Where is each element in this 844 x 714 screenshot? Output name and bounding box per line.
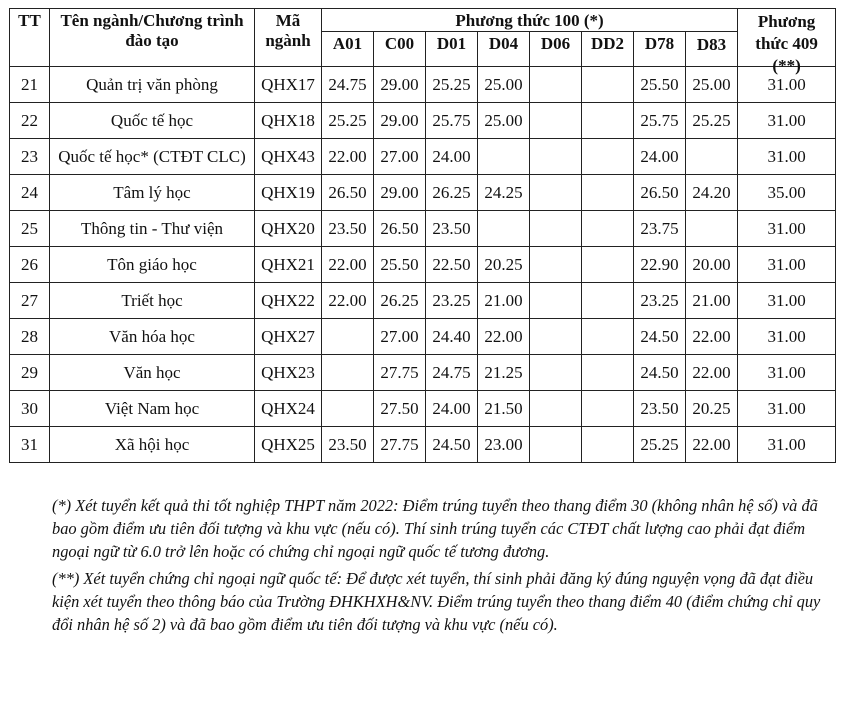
row-number: 28 bbox=[10, 319, 50, 355]
row-number: 27 bbox=[10, 283, 50, 319]
row-number: 26 bbox=[10, 247, 50, 283]
score-d04: 21.00 bbox=[478, 283, 530, 319]
table-row bbox=[10, 67, 836, 103]
score-dd2 bbox=[582, 211, 634, 247]
program-code: QHX24 bbox=[255, 391, 322, 427]
subject-header bbox=[686, 32, 738, 67]
program-code: QHX18 bbox=[255, 103, 322, 139]
row-number: 22 bbox=[10, 103, 50, 139]
score-method-409: 31.00 bbox=[738, 103, 836, 139]
score-c00: 26.50 bbox=[374, 211, 426, 247]
score-a01 bbox=[322, 391, 374, 427]
score-d01: 25.75 bbox=[426, 103, 478, 139]
score-d78: 23.25 bbox=[634, 283, 686, 319]
score-d01: 23.25 bbox=[426, 283, 478, 319]
program-name: Triết học bbox=[50, 283, 255, 319]
score-d06 bbox=[530, 391, 582, 427]
score-d04: 22.00 bbox=[478, 319, 530, 355]
row-number: 30 bbox=[10, 391, 50, 427]
score-c00: 29.00 bbox=[374, 67, 426, 103]
score-a01: 22.00 bbox=[322, 139, 374, 175]
header-method-409-text: Phương thức 409 (**) bbox=[755, 12, 818, 75]
table-row bbox=[10, 175, 836, 211]
subject-header: D01 bbox=[426, 32, 478, 67]
subject-header: C00 bbox=[374, 32, 426, 67]
program-code: QHX27 bbox=[255, 319, 322, 355]
score-a01 bbox=[322, 355, 374, 391]
score-d83: 20.00 bbox=[686, 247, 738, 283]
footnote-method-409: (**) Xét tuyển chứng chỉ ngoại ngữ quốc tế: Để được xét tuyển, thí sinh phải đăng ký đúng nguyện vọng đã đạt điều kiện xét tuyển theo thông báo của Trường ĐHKHXH&NV. Điểm trúng tuyển theo thang điểm 40 (điểm chứng chỉ quy đổi nhân hệ số 2) và đã bao gồm điểm ưu tiên đối tượng và khu vực (nếu có). bbox=[52, 569, 821, 634]
program-code: QHX25 bbox=[255, 427, 322, 463]
score-d01: 22.50 bbox=[426, 247, 478, 283]
score-method-409: 31.00 bbox=[738, 427, 836, 463]
admission-scores-table bbox=[9, 8, 836, 463]
score-d04: 21.50 bbox=[478, 391, 530, 427]
row-number: 24 bbox=[10, 175, 50, 211]
score-method-409: 31.00 bbox=[738, 67, 836, 103]
table-row bbox=[10, 355, 836, 391]
footnote-method-100: (*) Xét tuyển kết quả thi tốt nghiệp THPT năm 2022: Điểm trúng tuyển theo thang điểm 30 (không nhân hệ số) và đã bao gồm điểm ưu tiên đối tượng và khu vực (nếu có). Thí sinh trúng tuyển các CTĐT chất lượng cao phải đạt điểm ngoại ngữ từ 6.0 trở lên hoặc có chứng chỉ ngoại ngữ quốc tế tương đương. bbox=[52, 496, 818, 561]
program-name: Văn học bbox=[50, 355, 255, 391]
score-a01: 22.00 bbox=[322, 247, 374, 283]
score-d78: 22.90 bbox=[634, 247, 686, 283]
score-a01: 26.50 bbox=[322, 175, 374, 211]
score-d01: 26.25 bbox=[426, 175, 478, 211]
subject-header: D04 bbox=[478, 32, 530, 67]
subject-header: A01 bbox=[322, 32, 374, 67]
score-d06 bbox=[530, 283, 582, 319]
score-d06 bbox=[530, 427, 582, 463]
score-d06 bbox=[530, 175, 582, 211]
score-a01: 25.25 bbox=[322, 103, 374, 139]
score-d04: 23.00 bbox=[478, 427, 530, 463]
score-d78: 26.50 bbox=[634, 175, 686, 211]
program-name: Quốc tế học* (CTĐT CLC) bbox=[50, 139, 255, 175]
score-c00: 26.25 bbox=[374, 283, 426, 319]
score-a01: 23.50 bbox=[322, 211, 374, 247]
table-row bbox=[10, 283, 836, 319]
score-dd2 bbox=[582, 391, 634, 427]
score-d83 bbox=[686, 139, 738, 175]
score-dd2 bbox=[582, 67, 634, 103]
score-d01: 24.75 bbox=[426, 355, 478, 391]
score-d04: 21.25 bbox=[478, 355, 530, 391]
program-name: Quốc tế học bbox=[50, 103, 255, 139]
score-method-409: 31.00 bbox=[738, 391, 836, 427]
score-d78: 25.50 bbox=[634, 67, 686, 103]
program-name: Tâm lý học bbox=[50, 175, 255, 211]
score-d04: 25.00 bbox=[478, 67, 530, 103]
score-d83: 21.00 bbox=[686, 283, 738, 319]
score-dd2 bbox=[582, 103, 634, 139]
score-method-409: 31.00 bbox=[738, 355, 836, 391]
score-d78: 25.25 bbox=[634, 427, 686, 463]
header-program: Tên ngành/Chương trình đào tạo bbox=[50, 9, 255, 67]
score-d06 bbox=[530, 139, 582, 175]
score-d78: 23.75 bbox=[634, 211, 686, 247]
score-d01: 23.50 bbox=[426, 211, 478, 247]
score-a01 bbox=[322, 319, 374, 355]
score-d06 bbox=[530, 103, 582, 139]
score-a01: 24.75 bbox=[322, 67, 374, 103]
score-d83 bbox=[686, 211, 738, 247]
program-code: QHX23 bbox=[255, 355, 322, 391]
score-d06 bbox=[530, 67, 582, 103]
footnotes bbox=[52, 494, 836, 640]
score-method-409: 35.00 bbox=[738, 175, 836, 211]
program-name: Thông tin - Thư viện bbox=[50, 211, 255, 247]
table-row bbox=[10, 247, 836, 283]
score-d83: 25.25 bbox=[686, 103, 738, 139]
subject-header: DD2 bbox=[582, 32, 634, 67]
score-d04 bbox=[478, 211, 530, 247]
score-d04: 20.25 bbox=[478, 247, 530, 283]
program-code: QHX22 bbox=[255, 283, 322, 319]
table-body bbox=[10, 67, 836, 463]
score-a01: 23.50 bbox=[322, 427, 374, 463]
table-row bbox=[10, 319, 836, 355]
score-d01: 25.25 bbox=[426, 67, 478, 103]
row-number: 31 bbox=[10, 427, 50, 463]
table-row bbox=[10, 103, 836, 139]
score-dd2 bbox=[582, 427, 634, 463]
score-d83: 20.25 bbox=[686, 391, 738, 427]
score-dd2 bbox=[582, 283, 634, 319]
score-d83: 22.00 bbox=[686, 427, 738, 463]
program-name: Quản trị văn phòng bbox=[50, 67, 255, 103]
program-name: Văn hóa học bbox=[50, 319, 255, 355]
table-row bbox=[10, 139, 836, 175]
subject-header: D78 bbox=[634, 32, 686, 67]
score-d83: 22.00 bbox=[686, 355, 738, 391]
header-method-409 bbox=[738, 9, 836, 75]
score-d01: 24.40 bbox=[426, 319, 478, 355]
program-code: QHX20 bbox=[255, 211, 322, 247]
score-method-409: 31.00 bbox=[738, 283, 836, 319]
row-number: 21 bbox=[10, 67, 50, 103]
program-name: Việt Nam học bbox=[50, 391, 255, 427]
score-dd2 bbox=[582, 355, 634, 391]
score-d78: 25.75 bbox=[634, 103, 686, 139]
score-c00: 27.75 bbox=[374, 427, 426, 463]
program-code: QHX43 bbox=[255, 139, 322, 175]
score-d06 bbox=[530, 319, 582, 355]
score-d78: 24.00 bbox=[634, 139, 686, 175]
score-d01: 24.00 bbox=[426, 139, 478, 175]
program-code: QHX21 bbox=[255, 247, 322, 283]
score-c00: 27.00 bbox=[374, 139, 426, 175]
table-row bbox=[10, 211, 836, 247]
score-method-409: 31.00 bbox=[738, 319, 836, 355]
score-d83: 25.00 bbox=[686, 67, 738, 103]
score-method-409: 31.00 bbox=[738, 139, 836, 175]
program-code: QHX17 bbox=[255, 67, 322, 103]
table-row bbox=[10, 427, 836, 463]
score-d01: 24.00 bbox=[426, 391, 478, 427]
score-d78: 24.50 bbox=[634, 355, 686, 391]
table-row bbox=[10, 391, 836, 427]
score-d04 bbox=[478, 139, 530, 175]
program-name: Tôn giáo học bbox=[50, 247, 255, 283]
header-method-100: Phương thức 100 (*) bbox=[322, 9, 738, 32]
subject-header-text: D83 bbox=[696, 35, 727, 54]
subject-header: D06 bbox=[530, 32, 582, 67]
score-c00: 27.75 bbox=[374, 355, 426, 391]
score-method-409: 31.00 bbox=[738, 247, 836, 283]
score-c00: 29.00 bbox=[374, 103, 426, 139]
program-name: Xã hội học bbox=[50, 427, 255, 463]
header-code: Mã ngành bbox=[255, 9, 322, 67]
score-c00: 27.50 bbox=[374, 391, 426, 427]
score-d04: 24.25 bbox=[478, 175, 530, 211]
table-header bbox=[10, 9, 836, 75]
row-number: 29 bbox=[10, 355, 50, 391]
row-number: 23 bbox=[10, 139, 50, 175]
score-d78: 23.50 bbox=[634, 391, 686, 427]
score-dd2 bbox=[582, 175, 634, 211]
score-d04: 25.00 bbox=[478, 103, 530, 139]
score-dd2 bbox=[582, 247, 634, 283]
score-d06 bbox=[530, 211, 582, 247]
score-dd2 bbox=[582, 139, 634, 175]
program-code: QHX19 bbox=[255, 175, 322, 211]
score-d06 bbox=[530, 247, 582, 283]
score-d83: 22.00 bbox=[686, 319, 738, 355]
score-c00: 25.50 bbox=[374, 247, 426, 283]
score-d78: 24.50 bbox=[634, 319, 686, 355]
score-d06 bbox=[530, 355, 582, 391]
header-tt: TT bbox=[10, 9, 50, 67]
score-method-409: 31.00 bbox=[738, 211, 836, 247]
row-number: 25 bbox=[10, 211, 50, 247]
score-d01: 24.50 bbox=[426, 427, 478, 463]
score-c00: 27.00 bbox=[374, 319, 426, 355]
score-dd2 bbox=[582, 319, 634, 355]
score-c00: 29.00 bbox=[374, 175, 426, 211]
score-a01: 22.00 bbox=[322, 283, 374, 319]
score-d83: 24.20 bbox=[686, 175, 738, 211]
